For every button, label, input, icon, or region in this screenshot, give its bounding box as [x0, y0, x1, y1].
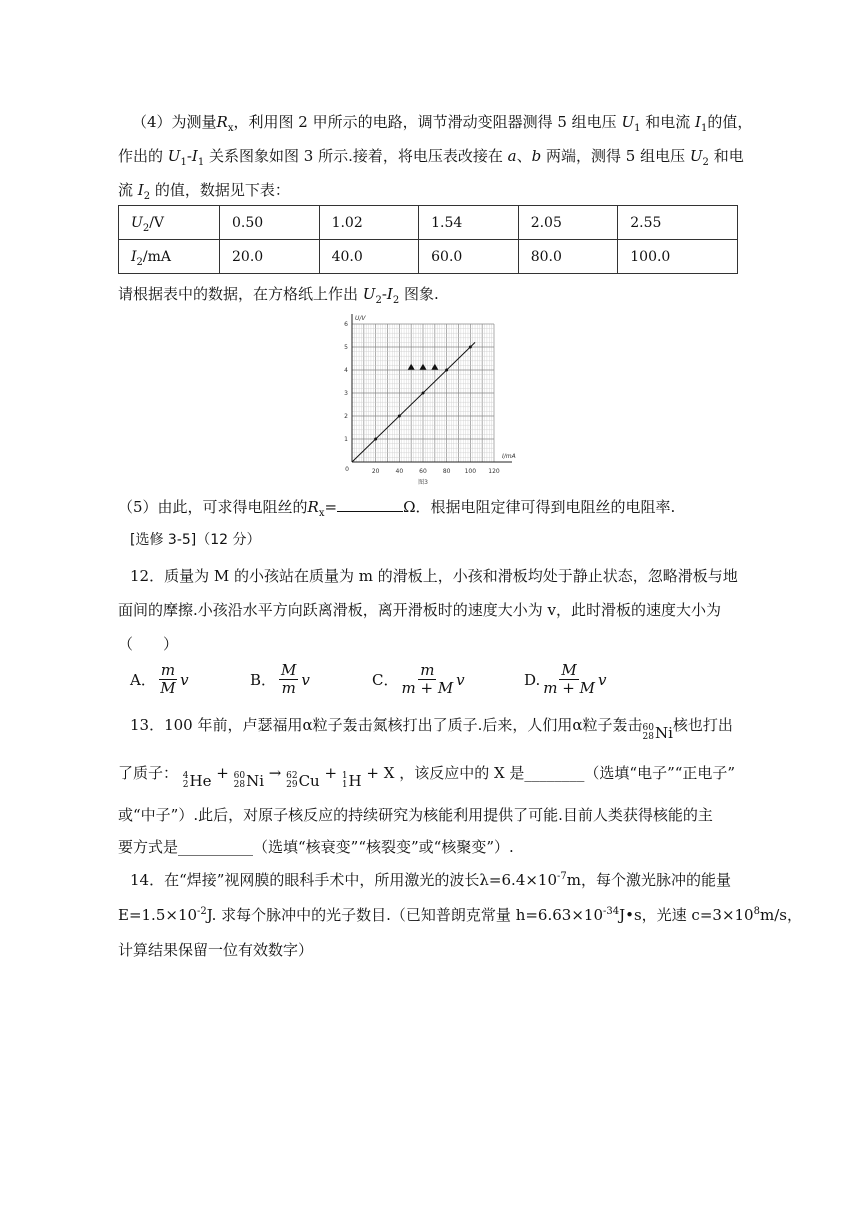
chart-caption: 图3 — [418, 479, 428, 486]
q4-line-1: （4）为测量$R_x$，利用图 2 甲所示的电路，调节滑动变阻器测得 5 组电压 $U_1$ 和电流 $I_1$的值， — [132, 113, 753, 134]
x-tick-label: 60 — [419, 468, 427, 475]
q13-line-4: 要方式是__________（选填“核衰变”“核裂变”或“核聚变”）. — [118, 838, 514, 856]
option-a[interactable]: A． $\frac{m}{M}$ v — [130, 661, 189, 697]
table-cell: 2.05 — [518, 206, 618, 240]
data-point — [445, 369, 448, 372]
q14-line-1: 14．在“焊接”视网膜的眼科手术中，所用激光的波长$\lambda=6.4\times 10^{-7}m$，每个激光脉冲的能量 — [130, 871, 731, 889]
fraction: $\frac{m}{m + M}$ — [401, 661, 454, 697]
q4-line-3: 流 $I_2$ 的值，数据见下表： — [118, 181, 290, 202]
table-head-i2: $I_2/mA$ — [119, 240, 220, 274]
answer-blank[interactable] — [337, 497, 403, 512]
x-tick-label: 40 — [395, 468, 404, 475]
option-d[interactable]: D. $\frac{M}{m + M}$ v — [524, 661, 607, 697]
fraction: $\frac{M}{m + M}$ — [543, 661, 595, 697]
nuclide-ni: 60 28 Ni — [642, 723, 673, 742]
q14-line-3: 计算结果保留一位有效数字） — [118, 941, 314, 959]
table-cell: 2.55 — [618, 206, 738, 240]
q12-line-1: 12．质量为 M 的小孩站在质量为 m 的滑板上，小孩和滑板均处于静止状态，忽略滑板与地 — [130, 567, 738, 585]
y-tick-label: 5 — [344, 344, 348, 351]
x-tick-label: 100 — [464, 468, 477, 475]
nuclear-equation: 4 2 He + 60 28 Ni → 62 29 Cu + 1 1 H + X — [182, 764, 400, 790]
q12-line-2: 面间的摩擦.小孩沿水平方向跃离滑板，离开滑板时的速度大小为 v，此时滑板的速度大小为 — [118, 601, 722, 619]
table-cell: 100.0 — [618, 240, 738, 274]
fraction: $\frac{M}{m}$ — [281, 661, 297, 697]
table-cell: 1.54 — [419, 206, 519, 240]
q14-line-2: $E=1.5\times 10^{-2}J$. 求每个脉冲中的光子数目.（已知普朗克常量 $h=6.63\times 10^{-34}J•s$，光速 $c=3\times 10^8m/s$， — [118, 906, 802, 924]
x-tick-label: 20 — [371, 468, 380, 475]
y-tick-label: 4 — [344, 367, 348, 374]
q4-line-2: 作出的 $U_1-I_1$ 关系图象如图 3 所示.接着，将电压表改接在 a、b 两端，测得 5 组电压 $U_2$ 和电 — [118, 147, 744, 168]
x-tick-label: 120 — [488, 468, 500, 475]
table-cell: 40.0 — [319, 240, 419, 274]
table-cell: 80.0 — [518, 240, 618, 274]
y-tick-label: 1 — [344, 436, 348, 443]
option-c[interactable]: C． $\frac{m}{m + M}$ v — [372, 661, 465, 697]
q13-line-1: 13．100 年前，卢瑟福用α粒子轰击氮核打出了质子.后来，人们用α粒子轰击 60 28 Ni核也打出 — [130, 716, 733, 742]
table-cell: 20.0 — [220, 240, 320, 274]
data-table — [118, 205, 738, 274]
table-row — [119, 240, 738, 274]
section-heading: [选修 3-5]（12 分） — [130, 532, 261, 548]
q13-line-2: 了质子： 4 2 He + 60 28 Ni → 62 29 Cu + 1 1 H + X ，该反应中的 X 是________（选填“电子”“正电子” — [118, 764, 736, 790]
table-cell: 0.50 — [220, 206, 320, 240]
data-point — [469, 346, 472, 349]
y-tick-label: 6 — [344, 321, 348, 328]
option-b[interactable]: B． $\frac{M}{m}$ v — [250, 661, 310, 697]
x-tick-label: 80 — [442, 468, 451, 475]
data-point — [422, 392, 425, 395]
y-axis-label: U/V — [355, 315, 366, 322]
q13-line-3: 或“中子”）.此后，对原子核反应的持续研究为核能利用提供了可能.目前人类获得核能的主 — [118, 806, 713, 824]
instruction-line: 请根据表中的数据，在方格纸上作出 $U_2-I_2$ 图象. — [118, 285, 439, 306]
table-row — [119, 206, 738, 240]
q12-line-3: （ ） — [118, 635, 179, 653]
table-cell: 60.0 — [419, 240, 519, 274]
q5-line: （5）由此，可求得电阻丝的$R_x= \Omega$．根据电阻定律可得到电阻丝的电阻率. — [118, 498, 676, 519]
x-axis-label: I/mA — [502, 453, 516, 460]
fraction: $\frac{m}{M}$ — [160, 661, 176, 697]
y-tick-label: 2 — [344, 413, 348, 420]
table-cell: 1.02 — [319, 206, 419, 240]
data-point — [398, 415, 401, 418]
y-tick-label: 3 — [344, 390, 348, 397]
origin-label: 0 — [345, 466, 349, 473]
table-head-u2: $U_2/V$ — [119, 206, 220, 240]
u-i-chart — [332, 310, 532, 488]
data-point — [374, 438, 377, 441]
